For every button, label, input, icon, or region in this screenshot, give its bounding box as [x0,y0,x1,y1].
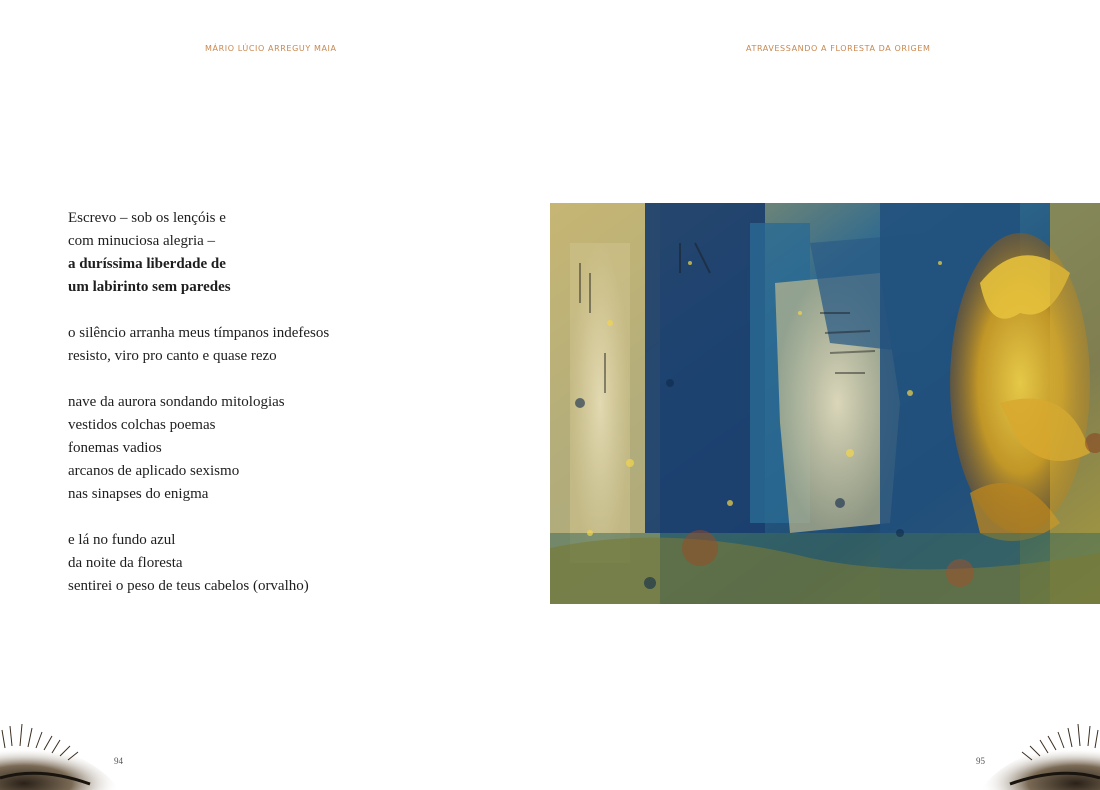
right-page [550,0,1100,790]
stanza [68,322,528,368]
eye-illustration-left [0,718,130,790]
poem-line: vestidos colchas poemas [68,417,216,433]
poem-line: com minuciosa alegria – [68,233,216,249]
page-number: 94 [114,756,123,766]
poem-line: fonemas vadios [68,440,162,456]
stanza [68,391,528,506]
poem-line: nas sinapses do enigma [68,486,209,502]
poem-line: sentirei o peso de teus cabelos (orvalho) [68,578,309,594]
poem-line: arcanos de aplicado sexismo [68,463,240,479]
stanza [68,529,528,598]
poem-line-bold: a duríssima liberdade de [68,256,226,272]
abstract-artwork-image [550,203,1100,604]
poem-line: o silêncio arranha meus tímpanos indefesos [68,325,330,341]
poem-line: da noite da floresta [68,555,183,571]
poem-line-bold: um labirinto sem paredes [68,279,231,295]
poem-line: resisto, viro pro canto e quase rezo [68,348,277,364]
poem-line: e lá no fundo azul [68,532,176,548]
poem-line: nave da aurora sondando mitologias [68,394,285,410]
stanza [68,207,528,299]
poem-line: Escrevo – sob os lençóis e [68,210,226,226]
page-number: 95 [976,756,985,766]
poem [68,207,528,621]
running-head-author: MÁRIO LÚCIO ARREGUY MAIA [205,44,337,53]
running-head-title: ATRAVESSANDO A FLORESTA DA ORIGEM [746,44,931,53]
eye-illustration-right [970,718,1100,790]
